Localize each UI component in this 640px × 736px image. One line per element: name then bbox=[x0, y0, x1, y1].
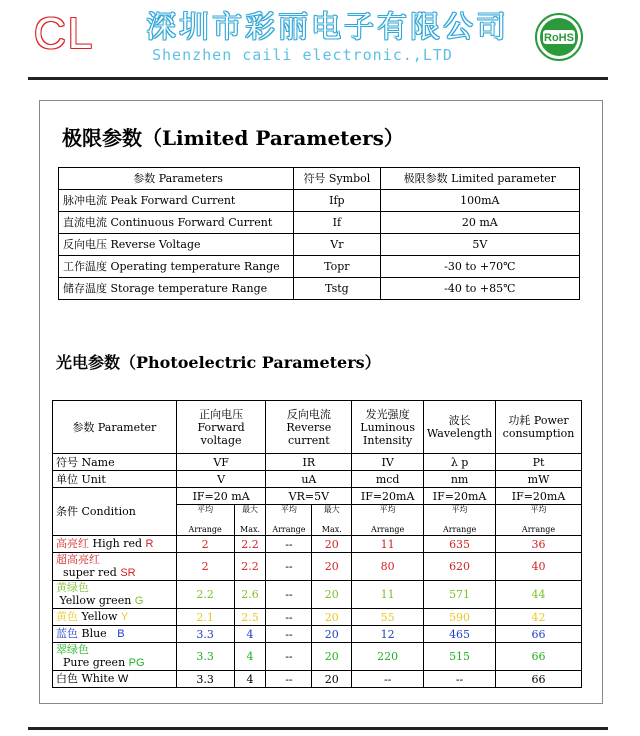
symbol-cell: Vr bbox=[294, 234, 380, 256]
color-name-en: Blue bbox=[78, 627, 118, 640]
table-row bbox=[53, 671, 582, 688]
color-name-en: Pure green bbox=[56, 656, 129, 669]
color-label-cell bbox=[53, 626, 177, 643]
subheader-cell bbox=[312, 505, 352, 536]
header-cell: 正向电压 Forward voltage bbox=[176, 401, 266, 454]
subheader-en: Max. bbox=[321, 525, 342, 534]
table-row bbox=[53, 626, 582, 643]
company-name-en: Shenzhen caili electronic.,LTD bbox=[152, 46, 453, 64]
subheader-cn: 平均 bbox=[197, 505, 214, 514]
table-row bbox=[59, 278, 580, 300]
subheader-cell bbox=[266, 505, 312, 536]
value-cell: 20 bbox=[312, 643, 352, 671]
value-cell: 20 mA bbox=[380, 212, 579, 234]
table-row bbox=[59, 190, 580, 212]
value-cell: 465 bbox=[424, 626, 496, 643]
condition-cell: VR=5V bbox=[266, 488, 352, 505]
color-code: PG bbox=[128, 657, 145, 669]
value-cell: 11 bbox=[352, 536, 424, 553]
value-cell: 100mA bbox=[380, 190, 579, 212]
value-cell: 571 bbox=[424, 581, 496, 609]
table-row bbox=[53, 536, 582, 553]
value-cell: -- bbox=[352, 671, 424, 688]
value-cell: -- bbox=[266, 609, 312, 626]
symbol-cell: Topr bbox=[294, 256, 380, 278]
value-cell: 80 bbox=[352, 553, 424, 581]
value-cell: 66 bbox=[496, 643, 582, 671]
color-rows bbox=[53, 536, 582, 688]
color-code: G bbox=[134, 595, 144, 607]
symbol-cell: Tstg bbox=[294, 278, 380, 300]
header-cell: 极限参数 Limited parameter bbox=[380, 168, 579, 190]
symbol-cell: IR bbox=[266, 454, 352, 471]
value-cell: 2.2 bbox=[234, 536, 266, 553]
value-cell: 2.2 bbox=[176, 581, 234, 609]
table-row bbox=[53, 581, 582, 609]
table-row bbox=[59, 234, 580, 256]
value-cell: 3.3 bbox=[176, 643, 234, 671]
value-cell: 4 bbox=[234, 671, 266, 688]
param-header: 参数 Parameter bbox=[53, 401, 177, 454]
symbol-cell: IV bbox=[352, 454, 424, 471]
value-cell: 12 bbox=[352, 626, 424, 643]
subheader-cn: 平均 bbox=[530, 505, 547, 514]
unit-cell: nm bbox=[424, 471, 496, 488]
subheader-en: Arrange bbox=[188, 525, 222, 534]
symbol-cell: Pt bbox=[496, 454, 582, 471]
value-cell: -30 to +70℃ bbox=[380, 256, 579, 278]
color-label-cell bbox=[53, 536, 177, 553]
symbol-cell: If bbox=[294, 212, 380, 234]
color-name-cn: 黄绿色 bbox=[56, 581, 89, 594]
color-name-en: Yellow green bbox=[56, 594, 135, 607]
unit-cell: uA bbox=[266, 471, 352, 488]
table-header-row bbox=[59, 168, 580, 190]
value-cell: 66 bbox=[496, 626, 582, 643]
value-cell: 20 bbox=[312, 553, 352, 581]
value-cell: 66 bbox=[496, 671, 582, 688]
header-cell: 参数 Parameters bbox=[59, 168, 294, 190]
header-cell: 发光强度 Luminous Intensity bbox=[352, 401, 424, 454]
value-cell: 2.1 bbox=[176, 609, 234, 626]
value-cell: -- bbox=[266, 671, 312, 688]
subheader-cn: 最大 bbox=[323, 505, 340, 514]
value-cell: -40 to +85℃ bbox=[380, 278, 579, 300]
value-cell: 220 bbox=[352, 643, 424, 671]
header-cell: 符号 Symbol bbox=[294, 168, 380, 190]
subheader-cn: 平均 bbox=[379, 505, 396, 514]
condition-row bbox=[53, 488, 582, 505]
unit-cell: V bbox=[176, 471, 266, 488]
table-row bbox=[59, 256, 580, 278]
photoelectric-params-title: 光电参数（Photoelectric Parameters） bbox=[56, 353, 381, 372]
company-name-cn: 深圳市彩丽电子有限公司 bbox=[146, 10, 509, 45]
color-name-cn: 高亮红 bbox=[56, 537, 89, 550]
value-cell: 3.3 bbox=[176, 626, 234, 643]
header-divider bbox=[28, 77, 608, 80]
subheader-en: Arrange bbox=[521, 525, 556, 534]
param-cell: 直流电流 Continuous Forward Current bbox=[59, 212, 294, 234]
row-label: 符号 Name bbox=[53, 454, 177, 471]
table-row bbox=[53, 553, 582, 581]
value-cell: 36 bbox=[496, 536, 582, 553]
value-cell: 3.3 bbox=[176, 671, 234, 688]
subheader-cell bbox=[176, 505, 234, 536]
color-name-cn: 白色 bbox=[56, 672, 78, 685]
value-cell: 20 bbox=[312, 536, 352, 553]
value-cell: 40 bbox=[496, 553, 582, 581]
value-cell: -- bbox=[266, 581, 312, 609]
color-label-cell bbox=[53, 643, 177, 671]
subheader-cn: 最大 bbox=[242, 505, 259, 514]
color-name-cn: 翠绿色 bbox=[56, 643, 89, 656]
param-cell: 储存温度 Storage temperature Range bbox=[59, 278, 294, 300]
row-label: 条件 Condition bbox=[53, 488, 177, 536]
param-cell: 工作温度 Operating temperature Range bbox=[59, 256, 294, 278]
value-cell: -- bbox=[266, 643, 312, 671]
rohs-icon bbox=[535, 13, 583, 61]
subheader-cell bbox=[424, 505, 496, 536]
color-name-cn: 黄色 bbox=[56, 610, 78, 623]
subheader-en: Arrange bbox=[272, 525, 306, 534]
value-cell: 42 bbox=[496, 609, 582, 626]
unit-cell: mW bbox=[496, 471, 582, 488]
subheader-cell bbox=[352, 505, 424, 536]
value-cell: -- bbox=[266, 536, 312, 553]
value-cell: 590 bbox=[424, 609, 496, 626]
color-label-cell bbox=[53, 581, 177, 609]
rohs-label: RoHS bbox=[544, 32, 574, 44]
row-label: 单位 Unit bbox=[53, 471, 177, 488]
value-cell: 2.5 bbox=[234, 609, 266, 626]
header-cell: 波长 Wavelength bbox=[424, 401, 496, 454]
photoelectric-params-table bbox=[52, 400, 582, 688]
subheader-cell bbox=[496, 505, 582, 536]
subheader-cn: 平均 bbox=[451, 505, 468, 514]
color-label-cell bbox=[53, 609, 177, 626]
condition-cell: IF=20mA bbox=[352, 488, 424, 505]
table-row bbox=[53, 643, 582, 671]
value-cell: 20 bbox=[312, 671, 352, 688]
limited-params-table bbox=[58, 167, 580, 300]
header-cell: 反向电流 Reverse current bbox=[266, 401, 352, 454]
value-cell: 515 bbox=[424, 643, 496, 671]
color-label-cell bbox=[53, 671, 177, 688]
value-cell: 55 bbox=[352, 609, 424, 626]
company-logo: CL bbox=[34, 9, 95, 58]
value-cell: 2 bbox=[176, 553, 234, 581]
subheader-cell bbox=[234, 505, 266, 536]
table-row bbox=[53, 609, 582, 626]
value-cell: 11 bbox=[352, 581, 424, 609]
subheader-en: Max. bbox=[240, 525, 261, 534]
color-code: Y bbox=[120, 611, 129, 623]
color-name-en: super red bbox=[56, 566, 121, 579]
color-name-en: White bbox=[78, 672, 118, 685]
symbol-cell: λ p bbox=[424, 454, 496, 471]
table-row bbox=[59, 212, 580, 234]
value-cell: 620 bbox=[424, 553, 496, 581]
unit-cell: mcd bbox=[352, 471, 424, 488]
value-cell: -- bbox=[266, 626, 312, 643]
value-cell: 20 bbox=[312, 626, 352, 643]
symbol-cell: Ifp bbox=[294, 190, 380, 212]
condition-cell: IF=20 mA bbox=[176, 488, 266, 505]
param-cell: 反向电压 Reverse Voltage bbox=[59, 234, 294, 256]
value-cell: 2.2 bbox=[234, 553, 266, 581]
param-cell: 脉冲电流 Peak Forward Current bbox=[59, 190, 294, 212]
value-cell: 635 bbox=[424, 536, 496, 553]
color-name-cn: 超高亮红 bbox=[56, 553, 100, 566]
value-cell: -- bbox=[266, 553, 312, 581]
color-name-en: High red bbox=[89, 537, 146, 550]
value-cell: 4 bbox=[234, 643, 266, 671]
value-cell: 20 bbox=[312, 581, 352, 609]
limited-params-title: 极限参数（Limited Parameters） bbox=[62, 126, 404, 150]
color-name-cn: 蓝色 bbox=[56, 627, 78, 640]
value-cell: 2.6 bbox=[234, 581, 266, 609]
color-code: W bbox=[117, 673, 129, 685]
value-cell: 2 bbox=[176, 536, 234, 553]
page-header bbox=[0, 0, 640, 80]
subheader-cn: 平均 bbox=[280, 505, 297, 514]
value-cell: 20 bbox=[312, 609, 352, 626]
unit-row bbox=[53, 471, 582, 488]
symbol-cell: VF bbox=[176, 454, 266, 471]
symbol-row bbox=[53, 454, 582, 471]
table-header-row bbox=[53, 401, 582, 454]
color-code: SR bbox=[120, 567, 136, 579]
color-code: R bbox=[145, 538, 154, 550]
footer-divider bbox=[28, 727, 608, 730]
condition-cell: IF=20mA bbox=[496, 488, 582, 505]
value-cell: 44 bbox=[496, 581, 582, 609]
value-cell: 5V bbox=[380, 234, 579, 256]
value-cell: 4 bbox=[234, 626, 266, 643]
condition-cell: IF=20mA bbox=[424, 488, 496, 505]
subheader-en: Arrange bbox=[442, 525, 477, 534]
color-name-en: Yellow bbox=[78, 610, 121, 623]
header-cell: 功耗 Power consumption bbox=[496, 401, 582, 454]
value-cell: -- bbox=[424, 671, 496, 688]
color-label-cell bbox=[53, 553, 177, 581]
subheader-en: Arrange bbox=[371, 525, 405, 534]
color-code: B bbox=[117, 628, 125, 640]
